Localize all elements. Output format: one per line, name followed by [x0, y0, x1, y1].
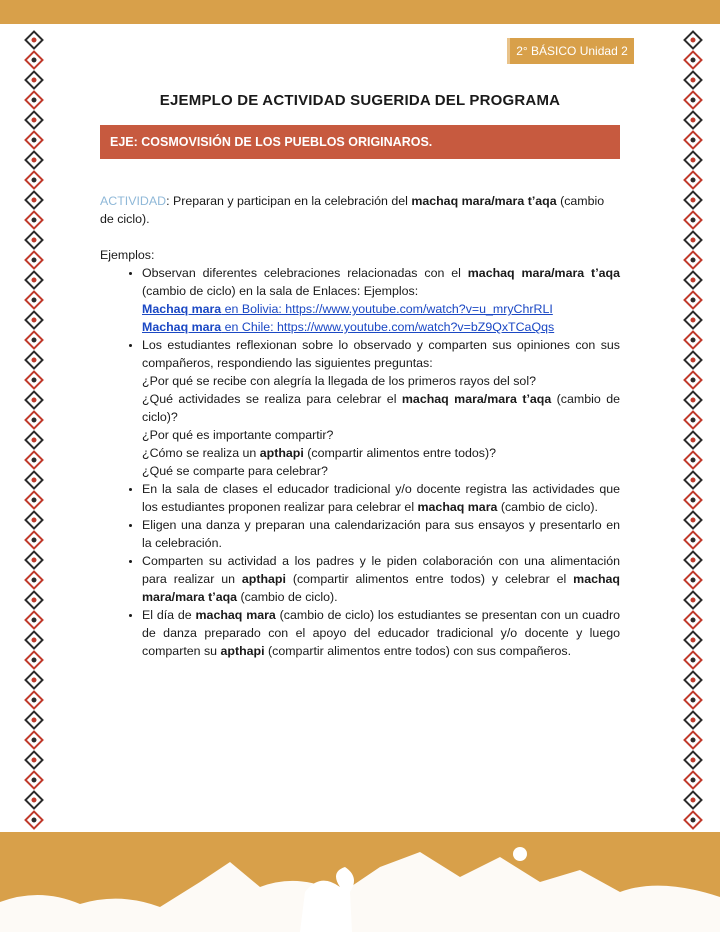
border-motif	[26, 52, 43, 69]
ejemplos-label: Ejemplos:	[100, 248, 155, 262]
border-motif	[685, 132, 702, 149]
border-motif	[26, 192, 43, 209]
activity-text-end: (cambio de ciclo).	[100, 194, 605, 226]
item-bold: apthapi	[241, 572, 286, 586]
border-motif	[685, 652, 702, 669]
item-text: Observan diferentes celebraciones relacionadas con el	[142, 266, 468, 280]
border-motif	[26, 692, 43, 709]
activity-line	[100, 192, 620, 228]
border-motif	[685, 412, 702, 429]
item-text: En la sala de clases el educador tradicional y/o docente registra las actividades que los estudiantes proponen realizar para celebrar el	[142, 482, 620, 514]
eje-banner	[100, 125, 620, 159]
border-motif	[685, 432, 702, 449]
landscape-silhouette	[0, 832, 720, 932]
item-text: Eligen una danza y preparan una calendarización para sus ensayos y presentarlo en la celebración.	[142, 518, 620, 550]
border-motif	[26, 612, 43, 629]
item-bold: machaq mara/mara t’aqa	[467, 266, 620, 280]
border-motif	[685, 32, 702, 49]
border-motif	[26, 752, 43, 769]
activity-bold: machaq mara/mara t’aqa	[411, 194, 557, 208]
border-motif	[26, 252, 43, 269]
border-motif	[685, 232, 702, 249]
border-motif	[26, 672, 43, 689]
question	[142, 390, 620, 426]
question-text: (compartir alimentos entre todos)?	[303, 446, 496, 460]
border-motif	[26, 492, 43, 509]
border-motif	[685, 672, 702, 689]
border-motif	[685, 572, 702, 589]
item-text: (cambio de ciclo) en la sala de Enlaces: Ejemplos:	[142, 284, 419, 298]
border-motif	[26, 212, 43, 229]
border-motif	[685, 392, 702, 409]
list-item	[142, 516, 620, 552]
question-text: ¿Qué actividades se realiza para celebrar el	[142, 392, 402, 406]
question-bold: apthapi	[259, 446, 304, 460]
top-band	[0, 0, 720, 24]
border-motif	[26, 152, 43, 169]
border-motif	[26, 652, 43, 669]
border-motif	[26, 352, 43, 369]
border-motif	[26, 272, 43, 289]
border-motif	[26, 372, 43, 389]
border-motif	[685, 492, 702, 509]
item-text: Comparten su actividad a los padres y le piden colaboración con una alimentación para realizar un	[142, 554, 620, 586]
question-text: ¿Cómo se realiza un	[142, 446, 260, 460]
border-motif	[26, 412, 43, 429]
item-text: (cambio de ciclo).	[237, 590, 338, 604]
list-item	[142, 480, 620, 516]
item-bold: machaq mara	[417, 500, 498, 514]
border-motif	[685, 632, 702, 649]
border-motif	[26, 72, 43, 89]
border-motif	[26, 292, 43, 309]
list-item	[142, 264, 620, 336]
item-text: (cambio de ciclo).	[497, 500, 598, 514]
border-motif	[685, 772, 702, 789]
border-motif	[26, 532, 43, 549]
activity-content	[100, 192, 620, 660]
link-bold: Machaq mara	[142, 320, 222, 334]
right-decorative-border	[683, 30, 703, 830]
border-motif	[26, 812, 43, 829]
item-bold: apthapi	[220, 644, 265, 658]
border-motif	[26, 132, 43, 149]
item-text: Los estudiantes reflexionan sobre lo observado y comparten sus opiniones con sus compañeros, respondiendo las siguientes preguntas:	[142, 338, 620, 370]
border-motif	[685, 592, 702, 609]
border-motif	[26, 432, 43, 449]
item-text: (compartir alimentos entre todos) y celebrar el	[285, 572, 574, 586]
border-motif	[26, 312, 43, 329]
border-motif	[685, 52, 702, 69]
link-text: en Chile: https://www.youtube.com/watch?v=bZ9QxTCaQqs	[221, 320, 555, 334]
question: ¿Por qué se recibe con alegría la llegada de los primeros rayos del sol?	[142, 374, 536, 388]
border-motif	[685, 312, 702, 329]
border-motif	[26, 772, 43, 789]
left-decorative-border	[24, 30, 44, 830]
border-motif	[26, 172, 43, 189]
border-motif	[685, 692, 702, 709]
border-motif	[26, 32, 43, 49]
border-motif	[685, 552, 702, 569]
item-text: El día de	[142, 608, 196, 622]
border-motif	[685, 152, 702, 169]
border-motif	[685, 352, 702, 369]
question-bold: machaq mara/mara t’aqa	[401, 392, 552, 406]
link-text: en Bolivia: https://www.youtube.com/watch?v=u_mryChrRLI	[221, 302, 553, 316]
border-motif	[26, 552, 43, 569]
border-motif	[26, 572, 43, 589]
bolivia-video-link[interactable]	[142, 300, 620, 318]
border-motif	[685, 752, 702, 769]
border-motif	[26, 232, 43, 249]
border-motif	[26, 732, 43, 749]
link-bold: Machaq mara	[142, 302, 222, 316]
list-item	[142, 336, 620, 480]
examples-list	[100, 264, 620, 660]
list-item	[142, 552, 620, 606]
border-motif	[685, 112, 702, 129]
border-motif	[685, 332, 702, 349]
border-motif	[685, 512, 702, 529]
border-motif	[26, 792, 43, 809]
border-motif	[685, 252, 702, 269]
eje-label: EJE: COSMOVISIÓN DE LOS PUEBLOS ORIGINAROS.	[110, 135, 433, 149]
border-motif	[26, 472, 43, 489]
footer-band	[0, 832, 720, 932]
border-motif	[26, 592, 43, 609]
border-motif	[685, 192, 702, 209]
border-motif	[685, 72, 702, 89]
item-text: (cambio de ciclo) los estudiantes se presentan con un cuadro de danza preparado con el apoyo del educador tradicional y/o docente y luego comparten su	[142, 608, 620, 658]
chile-video-link[interactable]	[142, 318, 620, 336]
item-bold: machaq mara/mara t’aqa	[142, 572, 620, 604]
activity-label: ACTIVIDAD	[100, 194, 167, 208]
grade-unit-badge: 2° BÁSICO Unidad 2	[507, 38, 634, 64]
border-motif	[685, 272, 702, 289]
border-motif	[26, 392, 43, 409]
border-motif	[685, 612, 702, 629]
question: ¿Qué se comparte para celebrar?	[142, 464, 328, 478]
item-bold: machaq mara	[195, 608, 276, 622]
border-motif	[685, 812, 702, 829]
border-motif	[685, 732, 702, 749]
border-motif	[685, 372, 702, 389]
border-motif	[26, 332, 43, 349]
border-motif	[685, 292, 702, 309]
border-motif	[685, 212, 702, 229]
list-item	[142, 606, 620, 660]
question-text: (cambio de ciclo)?	[142, 392, 620, 424]
border-motif	[685, 452, 702, 469]
border-motif	[26, 512, 43, 529]
question: ¿Por qué es importante compartir?	[142, 428, 334, 442]
border-motif	[685, 712, 702, 729]
border-motif	[26, 452, 43, 469]
item-text: (compartir alimentos entre todos) con sus compañeros.	[264, 644, 572, 658]
border-motif	[685, 792, 702, 809]
page-title: EJEMPLO DE ACTIVIDAD SUGERIDA DEL PROGRAMA	[159, 92, 561, 109]
border-motif	[26, 112, 43, 129]
activity-text: : Preparan y participan en la celebración del	[166, 194, 412, 208]
border-motif	[26, 712, 43, 729]
border-motif	[685, 472, 702, 489]
border-motif	[685, 532, 702, 549]
border-motif	[685, 172, 702, 189]
border-motif	[26, 632, 43, 649]
question	[142, 444, 620, 462]
